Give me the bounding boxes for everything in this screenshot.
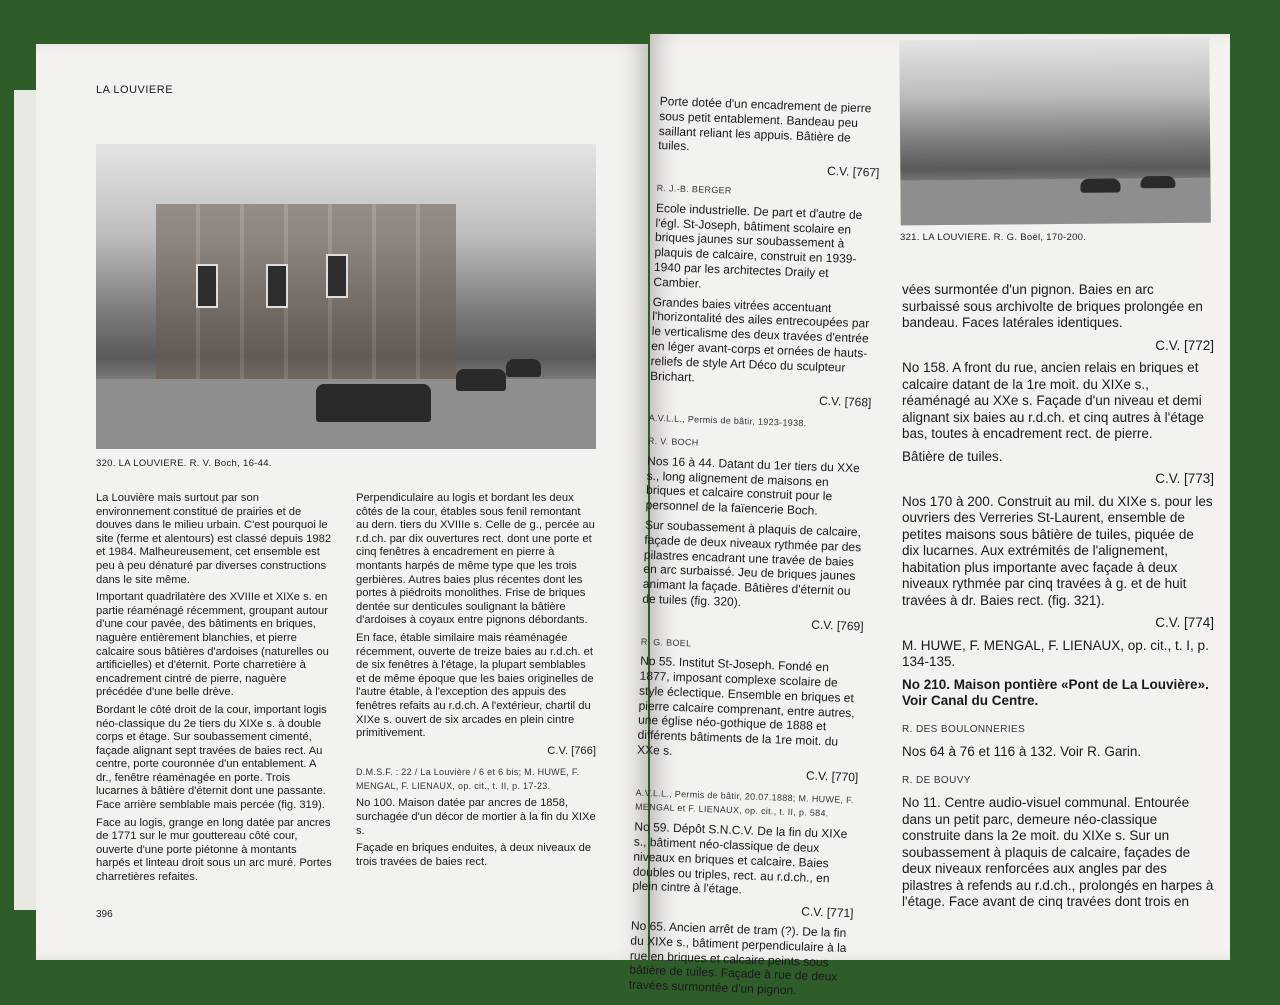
paragraph: Façade en briques enduites, à deux niveaux de trois travées de baies rect. [356,842,592,868]
paragraph: No 65. Ancien arrêt de tram (?). De la fin du XIXe s., bâtiment perpendiculaire à la rue en briques et calcaire peints sous bâtière de tuiles. Façade à rue de deux travées surmontée d'un pignon. [628,918,847,998]
text-column-1 [96,492,332,889]
photo-rue-boel [899,38,1211,226]
paragraph: Nos 64 à 76 et 116 à 132. Voir R. Garin. [902,744,1142,759]
paragraph: No 55. Institut St-Joseph. Fondé en 1877, imposant complexe scolaire de style éclectique. Ensemble en briques et pierre calcaire comprenant, entre autres, une église néo-gothique de 1888 et différents bâtiments de la 1re moit. du XXe s. [636,653,855,758]
paragraph: Sur soubassement à plaquis de calcaire, façade de deux niveaux rythmée par des pilastres encadrant une travée de baies en arc surbaissé. Jeu de briques jaunes animant la façade. Bâtières d'éternit ou de tuiles (fig. 320). [642,517,862,610]
window [196,264,218,308]
street-heading: R. G. BOEL [640,636,692,648]
car [316,384,431,422]
paragraph: Porte dotée d'un encadrement de pierre sous petit entablement. Bandeau peu saillant reliant les appuis. Bâtière de tuiles. [657,94,872,154]
street-heading: R. J.-B. BERGER [656,182,732,196]
street-heading: R. V. BOCH [647,435,699,448]
cv-reference: C.V. [767] [826,164,880,180]
car [506,359,541,377]
figure-caption-321: 321. LA LOUVIERE. R. G. Boël, 170-200. [900,232,1087,243]
cv-reference: C.V. [771] [801,904,854,921]
car [1140,176,1175,188]
paragraph: Grandes baies vitrées accentuant l'horizontalité des ailes entrecoupées par le verticalisme des deux travées d'entrée en léger avant-corps et ornées de hauts-reliefs de style Art Déco du sculpteur Brichart. [649,294,870,384]
paragraph: No 158. A front du rue, ancien relais en briques et calcaire datant de la 1re moit. du XIXe s., réaménagé au XXe s. Façade d'un niveau et demi alignant six baies au r.d.ch. et cinq autres à l'étage bas, toutes à encadrement rect. de pierre. [902,360,1205,441]
running-head: LA LOUVIERE [96,84,174,96]
paragraph: Face au logis, grange en long datée par ancres de 1771 sur le mur gouttereau côté cour, ouverte d'une porte piétonne à montants harpés et linteau droit sous un arc muré. Portes charretières refaites. [96,816,332,884]
street-heading: R. DE BOUVY [902,774,971,786]
cv-reference: C.V. [768] [818,394,872,410]
paragraph: Important quadrilatère des XVIIIe et XIXe s. en partie réaménagé récemment, groupant autour d'une cour pavée, des bâtiments en briques, naguère entièrement blanchies, et pierre calcaire sous bâtières d'ardoises (naturelles ou artificielles) et d'éternit. Porte charretière à encadrement cintré de pierre, naguère précédée d'une belle drève. [96,591,329,699]
text-column-right [902,282,1214,917]
street-heading: R. DES BOULONNERIES [902,723,1026,735]
paragraph: Nos 16 à 44. Datant du 1er tiers du XXe s., long alignement de maisons en briques et calcaire construit pour le personnel de la faïencerie Boch. [645,453,861,518]
paragraph: No 100. Maison datée par ancres de 1858, surchagée d'un décor de mortier à la fin du XIXe s. [356,797,596,837]
right-page [628,34,1230,998]
bibliography: M. HUWE, F. MENGAL, F. LIENAUX, op. cit., t. I, p. 134-135. [902,637,1209,669]
car [1080,178,1120,192]
cv-reference: C.V. [766] [547,744,596,757]
paragraph: No 59. Dépôt S.N.C.V. De la fin du XIXe s., bâtiment néo-classique de deux niveaux en briques et calcaire. Baies doubles ou triples, rect. au r.d.ch., en plein cintre à l'étage. [632,819,848,897]
paragraph: En face, étable similaire mais réaménagée récemment, ouverte de treize baies au r.d.ch. et de six fenêtres à l'étage, la plupart semblables et de même époque que les baies originelles de l'autre étable, à l'exception des appuis des fenêtres refaits au r.d.ch. A l'extérieur, chartil du XIXe s. ouvert de six arcades en plein cintre primitivement. [356,631,594,740]
bibliography: D.M.S.F. : 22 / La Louvière / 6 et 6 bis; M. HUWE, F. MENGAL, F. LIENAUX, op. cit., t. II, p. 17-23. [356,767,580,791]
cv-reference: C.V. [774] [1155,615,1214,630]
bibliography: A.V.L.L., Permis de bâtir, 1923-1938. [648,412,807,429]
cv-reference: C.V. [770] [805,768,859,785]
window [266,264,288,308]
text-column-2 [356,492,596,873]
car [456,369,506,391]
photo-rue-boch [96,144,596,449]
text-column-middle [628,94,881,1005]
paragraph: Ecole industrielle. De part et d'autre de l'égl. St-Joseph, bâtiment scolaire en briques jaunes sur soubassement à plaquis de calcaire, construit en 1939-1940 par les architectes Draily et Cambier. [653,200,863,291]
paragraph: Bâtière de tuiles. [902,448,1003,464]
cv-reference: C.V. [769] [811,617,864,634]
cv-reference: C.V. [773] [1155,471,1214,486]
paragraph: No 11. Centre audio-visuel communal. Entourée dans un petit parc, demeure néo-classique construite dans la 2e moit. du XIXe s. Sur un soubassement à plaquis de calcaire, façades de deux niveaux renforcées aux angles par des pilastres à refends au r.d.ch., prolongés en harpes à l'étage. Face avant de cinq travées dont trois en [902,795,1214,909]
page-number: 396 [96,909,113,920]
figure-caption-320: 320. LA LOUVIERE. R. V. Boch, 16-44. [96,458,272,469]
left-page [36,44,648,960]
cv-reference: C.V. [772] [1155,337,1214,353]
paragraph: vées surmontée d'un pignon. Baies en arc surbaissé sous archivolte de briques prolongée en bandeau. Faces latérales identiques. [902,282,1203,330]
paragraph: Perpendiculaire au logis et bordant les deux côtés de la cour, étables sous fenil remontant au dern. tiers du XVIIIe s. Celle de g., percée au r.d.ch. par dix ouvertures rect. dont une porte et cinq fenêtres à encadrement en pierre à montants harpés de même type que les trois gerbières. Autres baies plus récentes dont les portes à piédroits monolithes. Frise de briques dentée sur denticules soulignant la bâtière d'ardoises à coyaux entre pignons débordants. [356,492,595,627]
bibliography: A.V.L.L., Permis de bâtir, 20.07.1888; M. HUWE, F. MENGAL et F. LIENAUX, op. cit., t. II, p. 584. [634,787,854,819]
paragraph: Bordant le côté droit de la cour, important logis néo-classique du 2e tiers du XIXe s. à double corps et étage. Sur soubassement cimenté, façade alignant sept travées de baies rect. Au centre, porte couronnée d'un entablement. A dr., fenêtre réaménagée en porte. Trois lucarnes à bâtière d'éternit dont une passante. Face arrière semblable mais percée (fig. 319). [96,703,327,812]
paragraph: La Louvière mais surtout par son environnement constitué de prairies et de douves dans le milieu urbain. C'est pourquoi le site (ferme et alentours) est classé depuis 1982 et 1984. Malheureusement, cet ensemble est peu à peu dénaturé par diverses constructions dans le site même. [96,492,332,586]
paragraph: Nos 170 à 200. Construit au mil. du XIXe s. pour les ouvriers des Verreries St-Laurent, ensemble de petites maisons sous bâtière de tuiles, piquée de dix lucarnes. Aux extrémités de l'alignement, habitation plus importante avec façade à deux niveaux rythmée par cinq travées à g. et de huit travées à dr. Baies rect. (fig. 321). [902,493,1213,608]
paragraph: No 210. Maison pontière «Pont de La Louvière». Voir Canal du Centre. [902,676,1209,708]
window [326,254,348,298]
